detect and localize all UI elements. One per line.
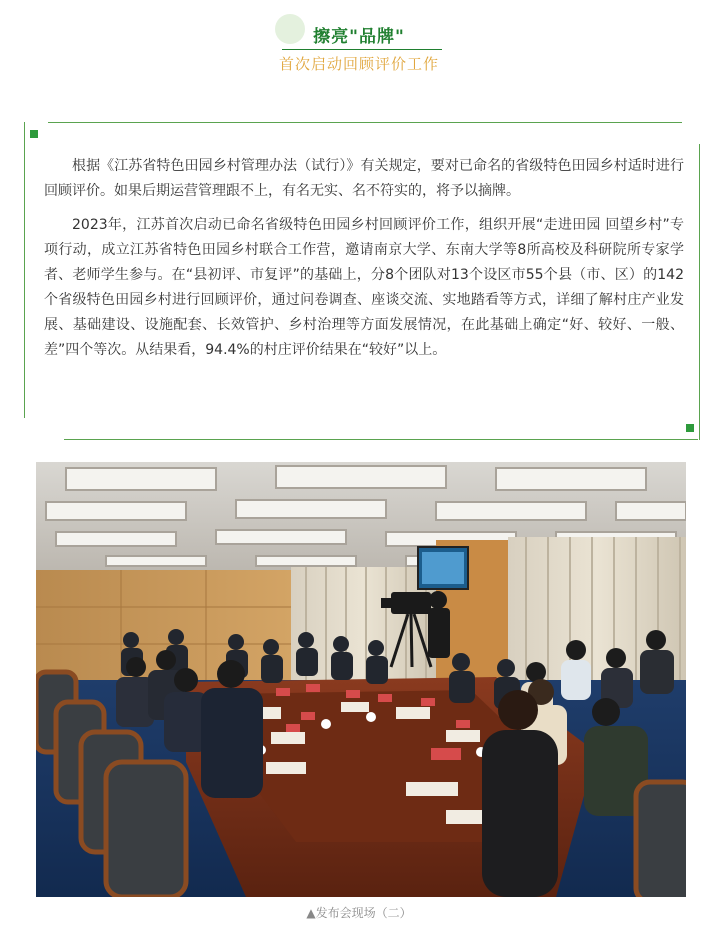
frame-corner-square-icon bbox=[686, 424, 694, 432]
frame-line-right bbox=[699, 144, 700, 440]
section-title: 擦亮"品牌" bbox=[313, 27, 405, 47]
frame-line-top bbox=[48, 122, 682, 123]
photo-caption: ▲发布会现场（二） bbox=[306, 906, 412, 920]
article-text-frame bbox=[24, 122, 700, 440]
frame-line-left bbox=[24, 122, 25, 418]
article-body bbox=[44, 154, 684, 372]
article-paragraph: 2023年，江苏首次启动已命名省级特色田园乡村回顾评价工作，组织开展“走进田园 回望乡村”专项行动，成立江苏省特色田园乡村联合工作营，邀请南京大学、东南大学等8所高校及科研院所专家学者、老师学生参与。在“县初评、市复评”的基础上，分8个团队对13个设区市55个县（市、区）的142个省级特色田园乡村进行回顾评价，通过问卷调查、座谈交流、实地踏看等方式，详细了解村庄产业发展、基础建设、设施配套、长效管护、乡村治理等方面发展情况，在此基础上确定“好、较好、一般、差”四个等次。从结果看，94.4%的村庄评价结果在“较好”以上。 bbox=[44, 217, 684, 358]
section-subtitle: 首次启动回顾评价工作 bbox=[278, 55, 439, 73]
frame-line-bottom bbox=[64, 439, 698, 440]
title-divider bbox=[282, 49, 442, 50]
frame-corner-square-icon bbox=[30, 130, 38, 138]
article-paragraph: 根据《江苏省特色田园乡村管理办法（试行）》有关规定，要对已命名的省级特色田园乡村适时进行回顾评价。如果后期运营管理跟不上，有名无实、名不符实的，将予以摘牌。 bbox=[44, 158, 684, 199]
section-header bbox=[0, 0, 718, 90]
meeting-photo bbox=[36, 462, 686, 897]
